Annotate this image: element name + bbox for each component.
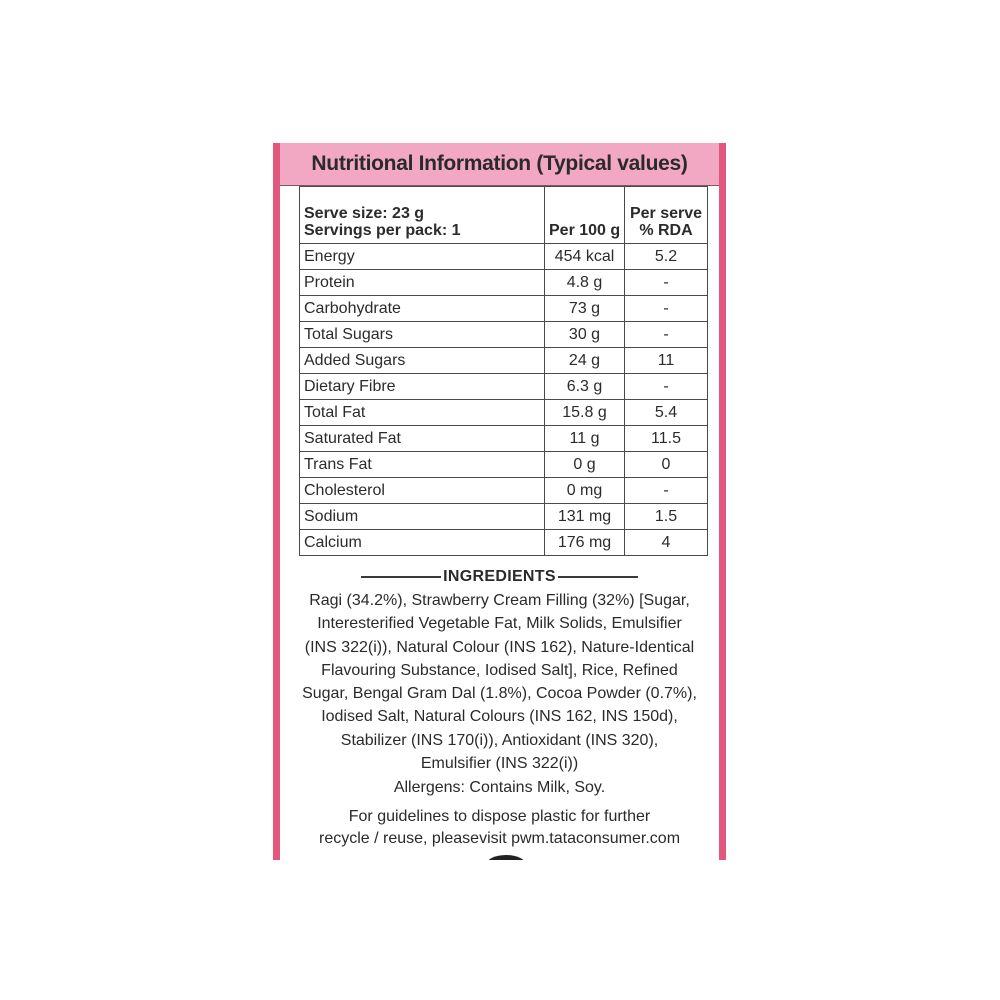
ingredients-heading [280, 568, 719, 586]
table-row [300, 504, 708, 530]
rda-label: % RDA [639, 222, 693, 239]
serve-size-text: Serve size: 23 g [304, 205, 425, 222]
table-row [300, 244, 708, 270]
nutrient-per100: 24 g [545, 348, 625, 374]
nutrient-per100: 11 g [545, 426, 625, 452]
nutrient-rda: - [625, 270, 708, 296]
nutrient-name: Total Fat [300, 400, 545, 426]
table-row [300, 530, 708, 556]
table-row [300, 322, 708, 348]
heading-rule-left [361, 576, 441, 578]
guidelines-line-1: For guidelines to dispose plastic for further [348, 808, 651, 825]
nutrient-rda: 5.4 [625, 400, 708, 426]
nutrient-per100: 6.3 g [545, 374, 625, 400]
table-row [300, 374, 708, 400]
nutrient-per100: 15.8 g [545, 400, 625, 426]
ingredients-line: Sugar, Bengal Gram Dal (1.8%), Cocoa Powder (0.7%), [302, 685, 697, 703]
nutrient-per100: 0 g [545, 452, 625, 478]
cropped-dark-shape [486, 855, 526, 860]
nutrient-name: Protein [300, 270, 545, 296]
nutrient-per100: 454 kcal [545, 244, 625, 270]
nutrition-table [299, 186, 708, 556]
nutrient-rda: - [625, 374, 708, 400]
per-serve-label: Per serve [629, 205, 703, 222]
table-row [300, 426, 708, 452]
disposal-guidelines [290, 806, 709, 850]
nutrient-rda: 1.5 [625, 504, 708, 530]
nutrition-title: Nutritional Information (Typical values) [280, 143, 719, 186]
nutrient-name: Dietary Fibre [300, 374, 545, 400]
table-header-row [300, 187, 708, 244]
guidelines-line-2: recycle / reuse, pleasevisit pwm.tataconsumer.com [318, 830, 681, 847]
per-100g-header [545, 187, 625, 244]
servings-per-pack-text: Servings per pack: 1 [304, 222, 461, 239]
ingredients-line: Emulsifier (INS 322(i)) [420, 755, 579, 773]
nutrient-name: Added Sugars [300, 348, 545, 374]
table-row [300, 452, 708, 478]
nutrient-rda: - [625, 478, 708, 504]
ingredients-heading-text: INGREDIENTS [443, 568, 556, 585]
ingredients-line: Interesterified Vegetable Fat, Milk Solids, Emulsifier [317, 615, 682, 633]
ingredients-line: Iodised Salt, Natural Colours (INS 162, INS 150d), [321, 708, 678, 726]
nutrient-name: Energy [300, 244, 545, 270]
nutrient-rda: 0 [625, 452, 708, 478]
nutrient-per100: 73 g [545, 296, 625, 322]
nutrient-per100: 0 mg [545, 478, 625, 504]
nutrient-rda: 11 [625, 348, 708, 374]
per-100g-label: Per 100 g [549, 222, 621, 239]
ingredients-line: Stabilizer (INS 170(i)), Antioxidant (INS 320), [340, 731, 659, 749]
nutrient-name: Sodium [300, 504, 545, 530]
nutrient-per100: 30 g [545, 322, 625, 348]
nutrient-name: Total Sugars [300, 322, 545, 348]
table-row [300, 400, 708, 426]
ingredients-line: Flavouring Substance, Iodised Salt], Rice, Refined [321, 661, 678, 679]
nutrient-name: Calcium [300, 530, 545, 556]
ingredients-line: Ragi (34.2%), Strawberry Cream Filling (32%) [Sugar, [309, 592, 690, 609]
nutrient-name: Saturated Fat [300, 426, 545, 452]
nutrition-table-wrapper [299, 186, 707, 556]
nutrient-name: Cholesterol [300, 478, 545, 504]
nutrient-per100: 176 mg [545, 530, 625, 556]
nutrient-name: Trans Fat [300, 452, 545, 478]
ingredients-text [294, 589, 705, 775]
table-row [300, 296, 708, 322]
nutrient-rda: - [625, 322, 708, 348]
table-row [300, 348, 708, 374]
table-row [300, 270, 708, 296]
nutrient-per100: 131 mg [545, 504, 625, 530]
nutrient-rda: 11.5 [625, 426, 708, 452]
nutrient-name: Carbohydrate [300, 296, 545, 322]
rda-header [625, 187, 708, 244]
nutrient-rda: 4 [625, 530, 708, 556]
heading-rule-right [558, 576, 638, 578]
ingredients-line: (INS 322(i)), Natural Colour (INS 162), Nature-Identical [304, 638, 695, 656]
table-row [300, 478, 708, 504]
nutrient-per100: 4.8 g [545, 270, 625, 296]
nutrition-label-panel [273, 143, 726, 860]
serving-info-cell [300, 187, 545, 244]
nutrient-rda: - [625, 296, 708, 322]
allergens-text: Allergens: Contains Milk, Soy. [393, 779, 606, 796]
label-content [280, 143, 719, 860]
nutrient-rda: 5.2 [625, 244, 708, 270]
